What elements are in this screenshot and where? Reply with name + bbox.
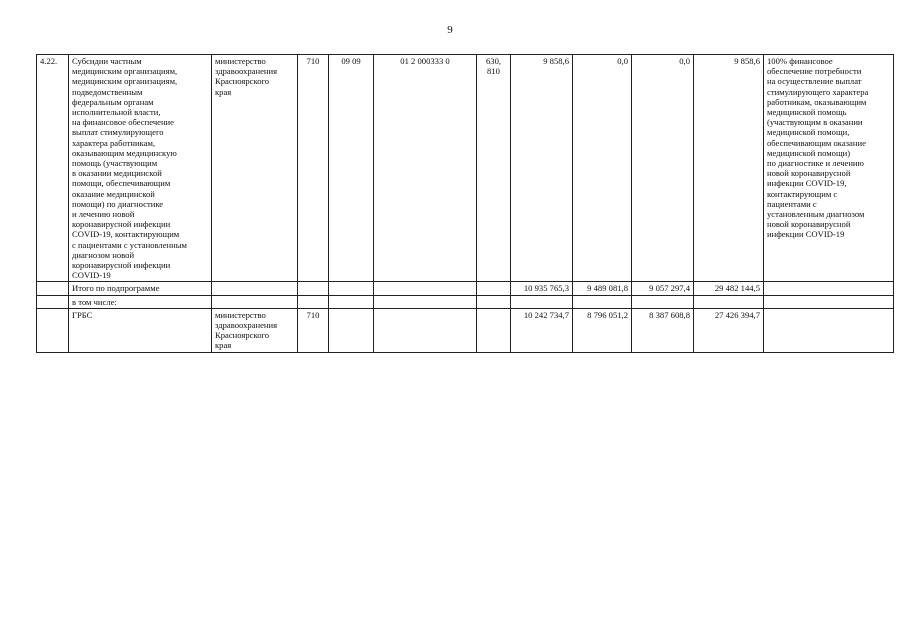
vr-cell: 630, 810 (477, 55, 511, 282)
table-row (37, 308, 894, 352)
total-cell: 27 426 394,7 (694, 308, 764, 352)
measure-name-cell: Субсидии частным медицинским организациям, медицинским организациям, подведомственным федеральным органам исполнительной власти, на финансовое обеспечение выплат стимулирующего характера работникам, оказывающим медицинскую помощь (участвующим в оказании медицинской помощи, обеспечивающим оказание медицинской помощи) по диагностике и лечению новой коронавирусной инфекции COVID-19, контактирующим с пациентами с установленным диагнозом новой коронавирусной инфекции COVID-19 (69, 55, 212, 282)
table-row (37, 55, 894, 282)
table-row (37, 282, 894, 295)
grbs-name-cell: министерство здравоохранения Красноярского края (212, 55, 298, 282)
grbs-code-cell: 710 (298, 308, 329, 352)
including-label: в том числе: (69, 295, 212, 308)
budget-table (36, 54, 894, 353)
table-row (37, 295, 894, 308)
grbs-name-cell: министерство здравоохранения Красноярского края (212, 308, 298, 352)
grbs-code-cell: 710 (298, 55, 329, 282)
csr-cell: 01 2 000333 0 (374, 55, 477, 282)
year3-cell: 8 387 608,8 (632, 308, 694, 352)
total-cell: 29 482 144,5 (694, 282, 764, 295)
year1-cell: 10 242 734,7 (511, 308, 573, 352)
year3-cell: 9 057 297,4 (632, 282, 694, 295)
year2-cell: 9 489 081,8 (573, 282, 632, 295)
row-number-cell: 4.22. (37, 55, 69, 282)
page-number: 9 (447, 24, 453, 36)
year1-cell: 9 858,6 (511, 55, 573, 282)
total-cell: 9 858,6 (694, 55, 764, 282)
expected-result-cell: 100% финансовое обеспечение потребности на осуществление выплат стимулирующего характера работникам, оказывающим медицинской помощь (участвующим в оказании медицинской помощи, обеспечивающим оказание медицинской помощи) по диагностике и лечению новой коронавирусной инфекции COVID-19, контактирующим с пациентами с установленным диагнозом новой коронавирусной инфекции COVID-19 (764, 55, 894, 282)
year3-cell: 0,0 (632, 55, 694, 282)
year2-cell: 0,0 (573, 55, 632, 282)
year1-cell: 10 935 765,3 (511, 282, 573, 295)
year2-cell: 8 796 051,2 (573, 308, 632, 352)
grbs-label: ГРБС (69, 308, 212, 352)
subprogram-total-label: Итого по подпрограмме (69, 282, 212, 295)
rzpr-cell: 09 09 (329, 55, 374, 282)
